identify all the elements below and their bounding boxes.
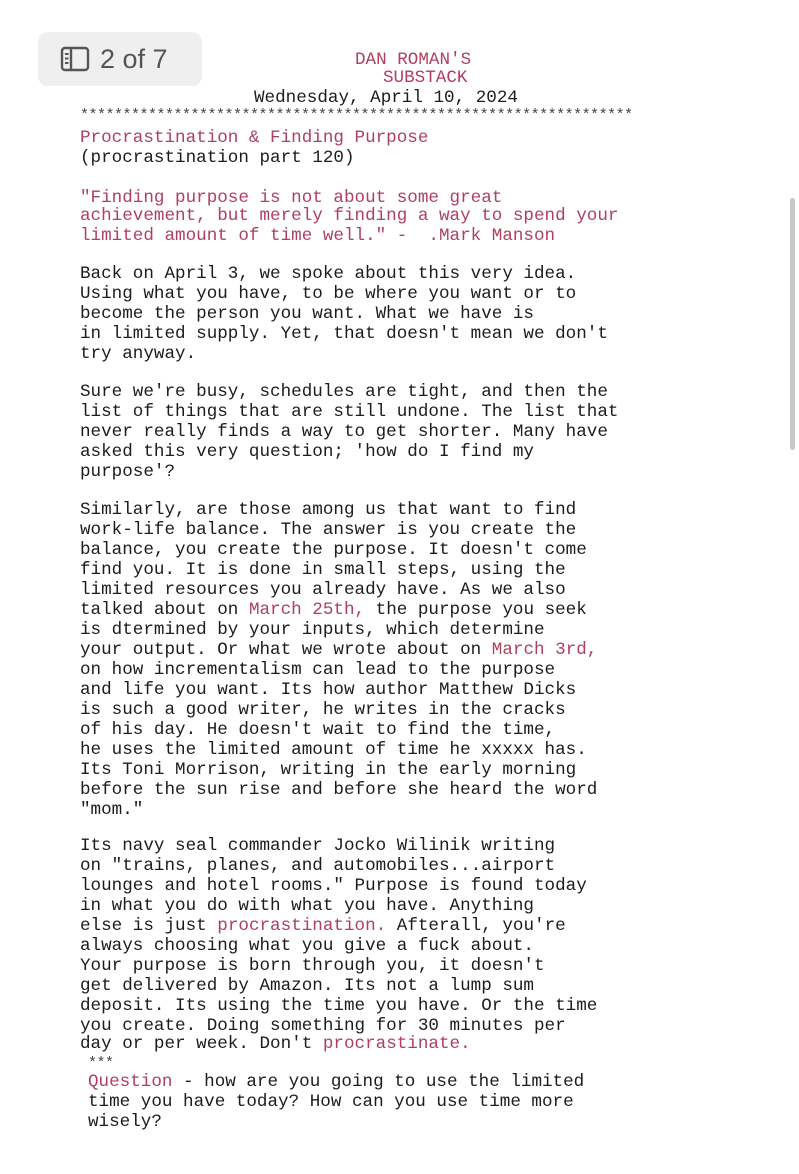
- paragraph-line: Using what you have, to be where you want or to: [80, 284, 577, 304]
- paragraph-line: on "trains, planes, and automobiles...airport: [80, 856, 556, 876]
- paragraph-line: you create. Doing something for 30 minutes per: [80, 1016, 566, 1036]
- paragraph-line: asked this very question; 'how do I find my: [80, 442, 534, 462]
- paragraph-line: limited resources you already have. As we also: [80, 580, 566, 600]
- paragraph-line: is dtermined by your inputs, which determine: [80, 620, 545, 640]
- paragraph-line: Sure we're busy, schedules are tight, and then the: [80, 382, 608, 402]
- paragraph-line: become the person you want. What we have is: [80, 304, 534, 324]
- paragraph-line: Your purpose is born through you, it doesn't: [80, 956, 545, 976]
- paragraph-line: and life you want. Its how author Matthew Dicks: [80, 680, 577, 700]
- quote-line: achievement, but merely finding a way to spend your: [80, 206, 619, 226]
- paragraph-line: he uses the limited amount of time he xxxxx has.: [80, 740, 587, 760]
- sidebar-panel-icon: [60, 46, 90, 72]
- paragraph-line: balance, you create the purpose. It doesn't come: [80, 540, 587, 560]
- paragraph-line: [80, 640, 597, 660]
- section-divider: ***: [88, 1055, 114, 1072]
- question-label: Question: [88, 1072, 173, 1092]
- text-span: day or per week. Don't: [80, 1034, 323, 1054]
- paragraph-line: [80, 1034, 471, 1054]
- header-separator: *****************************************************************: [80, 107, 633, 124]
- quote-line: "Finding purpose is not about some great: [80, 188, 503, 208]
- paragraph-line: purpose'?: [80, 462, 176, 482]
- paragraph-line: lounges and hotel rooms." Purpose is found today: [80, 876, 587, 896]
- procrastinate-link[interactable]: procrastinate.: [322, 1034, 471, 1054]
- post-title: Procrastination & Finding Purpose: [80, 128, 429, 148]
- text-span: else is just: [80, 916, 218, 936]
- post-subtitle: (procrastination part 120): [80, 148, 355, 168]
- paragraph-line: in limited supply. Yet, that doesn't mean we don't: [80, 324, 608, 344]
- quote-line: limited amount of time well." - .Mark Manson: [80, 226, 556, 246]
- paragraph-line: [80, 600, 587, 620]
- paragraph-line: Its navy seal commander Jocko Wilinik writing: [80, 836, 556, 856]
- paragraph-line: always choosing what you give a fuck about.: [80, 936, 534, 956]
- procrastination-link[interactable]: procrastination.: [217, 916, 387, 936]
- question-line: wisely?: [88, 1112, 162, 1132]
- march-3rd-link[interactable]: March 3rd,: [491, 640, 598, 660]
- text-span: Afterall, you're: [386, 916, 566, 936]
- page-indicator[interactable]: [38, 32, 202, 86]
- header-line2: SUBSTACK: [383, 68, 468, 88]
- paragraph-line: in what you do with what you have. Anything: [80, 896, 534, 916]
- text-span: - how are you going to use the limited: [172, 1072, 585, 1092]
- scrollbar[interactable]: [790, 198, 795, 450]
- text-span: the purpose you seek: [365, 600, 587, 620]
- paragraph-line: on how incrementalism can lead to the purpose: [80, 660, 556, 680]
- paragraph-line: [80, 916, 566, 936]
- paragraph-line: Its Toni Morrison, writing in the early morning: [80, 760, 577, 780]
- paragraph-line: Back on April 3, we spoke about this very idea.: [80, 264, 577, 284]
- paragraph-line: before the sun rise and before she heard the word: [80, 780, 598, 800]
- paragraph-line: list of things that are still undone. The list that: [80, 402, 619, 422]
- paragraph-line: "mom.": [80, 800, 144, 820]
- question-line: time you have today? How can you use time more: [88, 1092, 574, 1112]
- paragraph-line: try anyway.: [80, 344, 197, 364]
- text-span: talked about on: [80, 600, 249, 620]
- header-date: Wednesday, April 10, 2024: [254, 88, 518, 108]
- text-span: your output. Or what we wrote about on: [80, 640, 492, 660]
- paragraph-line: Similarly, are those among us that want to find: [80, 500, 577, 520]
- question-line: [88, 1072, 584, 1092]
- paragraph-line: find you. It is done in small steps, using the: [80, 560, 566, 580]
- paragraph-line: get delivered by Amazon. Its not a lump sum: [80, 976, 534, 996]
- paragraph-line: is such a good writer, he writes in the cracks: [80, 700, 566, 720]
- paragraph-line: of his day. He doesn't wait to find the time,: [80, 720, 556, 740]
- paragraph-line: deposit. Its using the time you have. Or the time: [80, 996, 598, 1016]
- march-25th-link[interactable]: March 25th,: [248, 600, 366, 620]
- paragraph-line: never really finds a way to get shorter. Many have: [80, 422, 608, 442]
- page-indicator-label: 2 of 7: [100, 43, 168, 74]
- header-line1: DAN ROMAN'S: [355, 50, 472, 70]
- paragraph-line: work-life balance. The answer is you create the: [80, 520, 577, 540]
